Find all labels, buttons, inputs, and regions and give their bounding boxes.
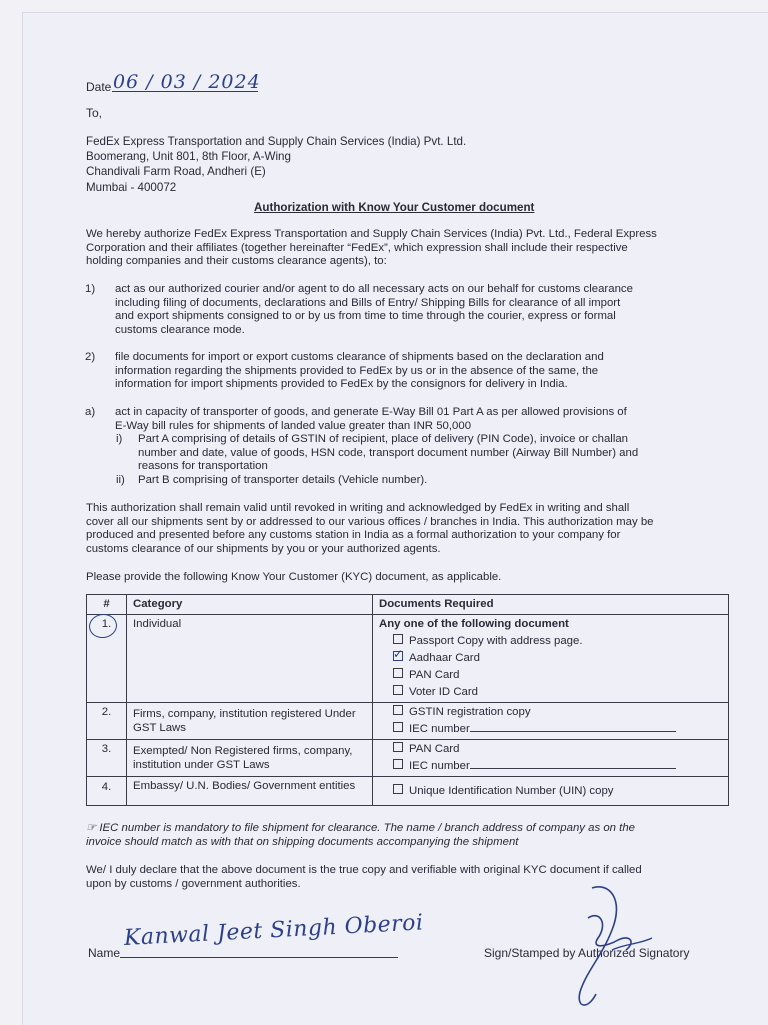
document-option[interactable]	[379, 741, 722, 758]
signatory-label: Sign/Stamped by Authorized Signatory	[484, 946, 690, 960]
iec-number-blank[interactable]	[470, 723, 676, 732]
validity-line: produced and presented before any customs station in India as a formal authorization to your company for	[86, 529, 621, 542]
item-line: act as our authorized courier and/or agent to do all necessary acts on our behalf for customs clearance	[115, 283, 633, 295]
sub-item-ii	[116, 474, 730, 488]
document-label: Passport Copy with address page.	[409, 635, 583, 647]
checkbox-icon[interactable]	[393, 759, 403, 769]
checkbox-icon[interactable]	[393, 705, 403, 715]
document-label: Unique Identification Number (UIN) copy	[409, 785, 614, 797]
document-option[interactable]	[379, 758, 722, 775]
intro-line: Corporation and their affiliates (together hereinafter “FedEx”, which expression shall include their respective	[86, 241, 628, 254]
row-documents	[373, 740, 729, 777]
sub-item-line: number and date, value of goods, HSN code, transport document number (Airway Bill Number) and	[138, 446, 639, 459]
row-documents	[373, 703, 729, 740]
row-documents	[373, 615, 729, 703]
item-line: and export shipments consigned to or by us from time to time through the courier, express or formal	[115, 310, 616, 323]
document-label: GSTIN registration copy	[409, 706, 531, 718]
date-value: 06 / 03 / 2024	[113, 71, 261, 93]
sub-item-line: Part B comprising of transporter details (Vehicle number).	[138, 474, 428, 486]
authorization-item-2	[85, 351, 730, 392]
table-row	[87, 740, 729, 777]
item-line: act in capacity of transporter of goods, and generate E-Way Bill 01 Part A as per allowed provisions of	[115, 406, 627, 418]
address-line: Boomerang, Unit 801, 8th Floor, A-Wing	[86, 150, 291, 164]
date-label: Date	[86, 80, 112, 94]
item-line: including filing of documents, declarations and Bills of Entry/ Shipping Bills for clearance of all import	[115, 296, 621, 309]
intro-line: We hereby authorize FedEx Express Transportation and Supply Chain Services (India) Pvt. Ltd., Federal Express	[86, 228, 657, 240]
item-number: 2)	[85, 351, 96, 363]
signature-scribble	[560, 880, 670, 1020]
checkbox-icon[interactable]	[393, 634, 403, 644]
authorization-item-1	[85, 283, 730, 337]
sub-item-number: ii)	[116, 474, 125, 486]
salutation: To,	[86, 106, 103, 120]
header-category: Category	[127, 595, 373, 615]
item-line: information regarding the shipments provided to FedEx by us or in the absence of the same, the	[115, 364, 599, 377]
name-signature: Kanwal Jeet Singh Oberoi	[123, 910, 425, 951]
document-option[interactable]	[379, 633, 722, 650]
recipient-address	[86, 134, 466, 195]
row-documents	[373, 777, 729, 806]
kyc-prompt: Please provide the following Know Your Customer (KYC) document, as applicable.	[86, 571, 502, 583]
table-row	[87, 615, 729, 703]
item-line: file documents for import or export customs clearance of shipments based on the declaration and	[115, 351, 604, 363]
note-line: ☞ IEC number is mandatory to file shipment for clearance. The name / branch address of company as on the	[86, 822, 636, 834]
document-label: Aadhaar Card	[409, 652, 480, 664]
document-option[interactable]	[379, 650, 722, 667]
table-header-row	[87, 595, 729, 615]
row-category: Firms, company, institution registered Under GST Laws	[127, 703, 373, 740]
address-line: FedEx Express Transportation and Supply Chain Services (India) Pvt. Ltd.	[86, 135, 467, 148]
checkbox-icon[interactable]	[393, 722, 403, 732]
date-underline	[112, 91, 258, 92]
validity-line: cover all our shipments sent by or addressed to our various offices / branches in India. This authorization may be	[86, 515, 654, 528]
row-category: Exempted/ Non Registered firms, company, institution under GST Laws	[127, 740, 373, 777]
row-number: 1.	[87, 615, 127, 703]
document-label: Voter ID Card	[409, 686, 479, 698]
sub-item-i	[116, 433, 730, 474]
address-line: Mumbai - 400072	[86, 180, 177, 194]
item-number: a)	[85, 406, 96, 418]
document-label: IEC number	[409, 760, 470, 772]
item-line: information for import shipments provided to FedEx by the consignors for delivery in India.	[115, 378, 568, 391]
document-option[interactable]	[379, 667, 722, 684]
row-number: 3.	[87, 740, 127, 777]
kyc-table	[86, 594, 729, 806]
document-label: PAN Card	[409, 743, 460, 755]
row-category: Embassy/ U.N. Bodies/ Government entities	[127, 777, 373, 806]
row-number: 4.	[87, 777, 127, 806]
header-documents: Documents Required	[373, 595, 729, 615]
document-option[interactable]	[379, 721, 722, 738]
checked-checkbox-icon[interactable]	[393, 651, 403, 661]
checkbox-icon[interactable]	[393, 668, 403, 678]
validity-line: customs clearance of our shipments by you or your authorized agents.	[86, 542, 441, 555]
checkbox-icon[interactable]	[393, 784, 403, 794]
name-underline	[120, 957, 398, 958]
name-label: Name	[88, 946, 121, 960]
document-option[interactable]	[379, 684, 722, 701]
declaration-line: We/ I duly declare that the above document is the true copy and verifiable with original KYC document if called	[86, 864, 642, 876]
document-label: PAN Card	[409, 669, 460, 681]
sub-item-line: Part A comprising of details of GSTIN of recipient, place of delivery (PIN Code), invoice or challan	[138, 433, 629, 445]
document-option[interactable]	[379, 704, 722, 721]
row-category: Individual	[127, 615, 373, 703]
note-line: invoice should match as with that on shipping documents accompanying the shipment	[86, 835, 519, 848]
header-number: #	[87, 595, 127, 615]
sub-item-number: i)	[116, 433, 123, 445]
checkbox-icon[interactable]	[393, 742, 403, 752]
document-label: IEC number	[409, 723, 470, 735]
item-line: customs clearance mode.	[115, 323, 245, 336]
sub-item-line: reasons for transportation	[138, 460, 268, 473]
table-row	[87, 703, 729, 740]
item-number: 1)	[85, 283, 96, 295]
intro-line: holding companies and their customs clearance agents), to:	[86, 255, 387, 268]
documents-heading: Any one of the following document	[379, 618, 569, 630]
authorization-item-a	[85, 406, 730, 433]
declaration-line: upon by customs / government authorities.	[86, 877, 301, 890]
row-number: 2.	[87, 703, 127, 740]
iec-note	[86, 822, 730, 849]
validity-paragraph	[86, 502, 730, 556]
iec-number-blank[interactable]	[470, 760, 676, 769]
document-option[interactable]	[379, 783, 722, 800]
intro-paragraph	[86, 228, 730, 269]
address-line: Chandivali Farm Road, Andheri (E)	[86, 165, 266, 179]
item-line: E-Way bill rules for shipments of landed value greater than INR 50,000	[115, 419, 472, 432]
validity-line: This authorization shall remain valid until revoked in writing and acknowledged by FedEx in writing and shall	[86, 502, 630, 514]
table-row	[87, 777, 729, 806]
checkbox-icon[interactable]	[393, 685, 403, 695]
document-title: Authorization with Know Your Customer document	[254, 201, 535, 214]
